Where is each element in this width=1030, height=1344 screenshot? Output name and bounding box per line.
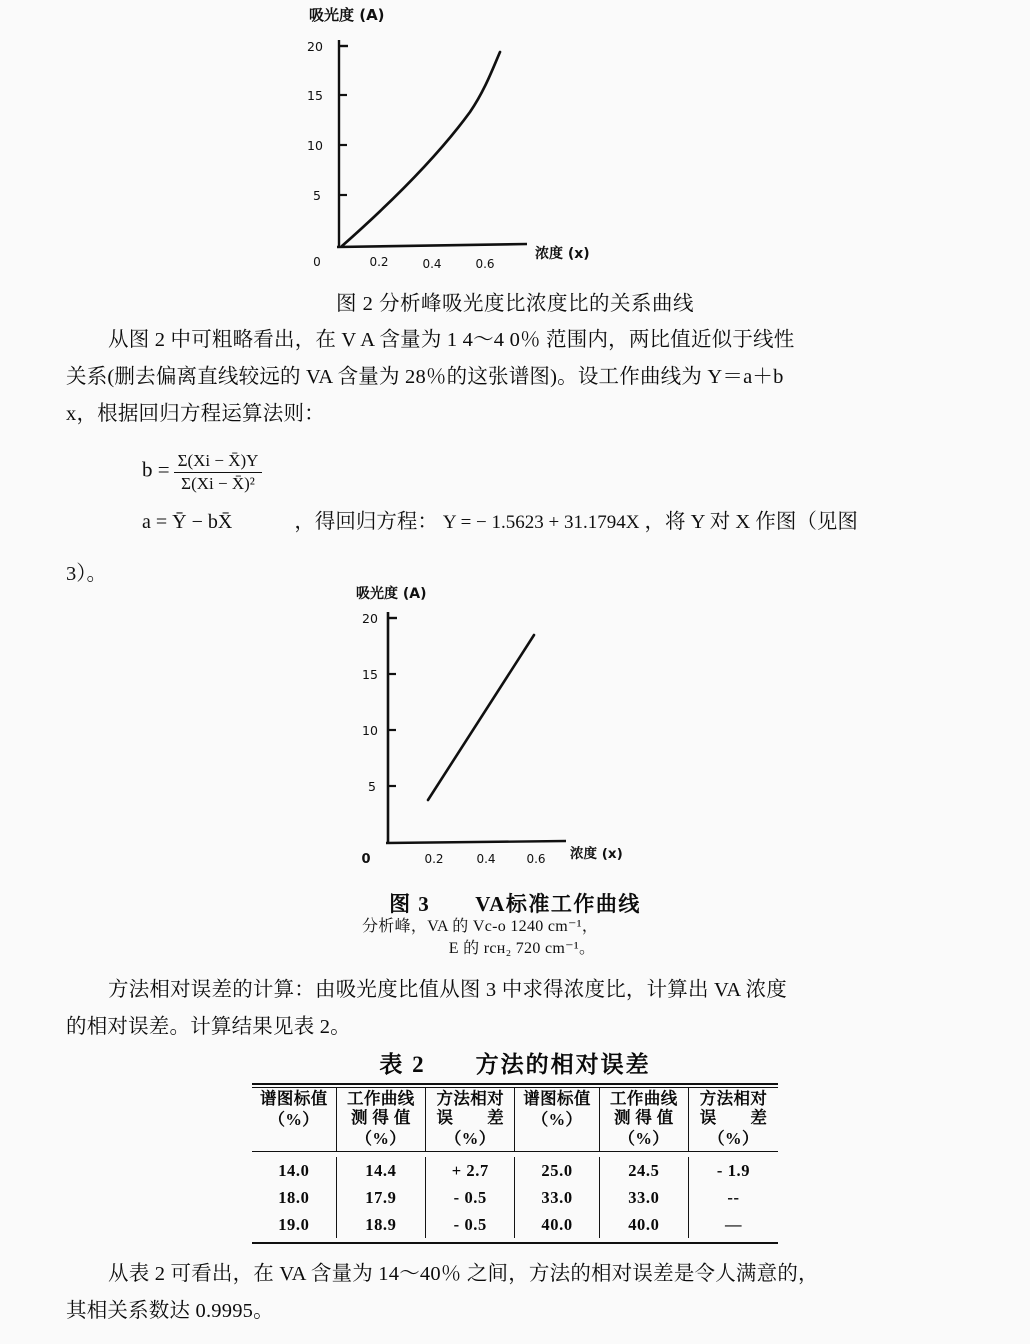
figure-2-xtick-0: 0 [313, 255, 321, 269]
cell-curve-1: 14.4 [336, 1157, 425, 1184]
header-line-1: 工作曲线 [610, 1089, 678, 1108]
formula-b-numerator: Σ(Xi − X̄)Y [174, 451, 263, 473]
figure-2-ytick-15: 15 [307, 88, 323, 103]
figure-2-xtick-06: 0.6 [475, 257, 495, 271]
table-col-header-relative-error-2 [689, 1088, 778, 1151]
paragraph-conclusion-line-1 [66, 1256, 966, 1293]
figure-3-caption: 图 3 VA标准工作曲线 [389, 892, 641, 916]
cell-curve-2: 24.5 [599, 1157, 688, 1184]
table-col-header-curve-value-2 [599, 1088, 688, 1151]
formula-tail-2: 3）。 [66, 563, 107, 585]
header-unit: （%） [268, 1110, 320, 1129]
cell-curve-1: 18.9 [336, 1211, 425, 1238]
header-unit: （%） [618, 1129, 670, 1148]
table-row [252, 1211, 778, 1238]
figure-3-x-axis [386, 841, 566, 843]
formula-b-fraction [174, 451, 263, 493]
figure-2-ytick-5: 5 [313, 188, 321, 203]
cell-error-2: -- [727, 1188, 740, 1207]
table-col-header-spectrum-value-2 [515, 1088, 599, 1151]
paragraph-error-calc [66, 972, 966, 1046]
paragraph-error-calc-text-1: 方法相对误差的计算：由吸光度比值从图 3 中求得浓度比，计算出 VA 浓度 [108, 979, 787, 1001]
formula-b-denominator: Σ(Xi − X̄)² [181, 473, 255, 493]
header-unit: （%） [355, 1129, 407, 1148]
figure-3-regression-line [428, 635, 534, 800]
paragraph-analysis-line-1 [66, 322, 966, 359]
figure-3-xtick-02: 0.2 [424, 852, 444, 866]
figure-2-x-axis [337, 244, 527, 247]
cell-spectrum-2: 25.0 [515, 1157, 599, 1184]
figure-3-ylabel: 吸光度 (A) [356, 586, 427, 602]
header-line-2: 误 差 [699, 1108, 768, 1127]
header-line-1: 工作曲线 [347, 1089, 415, 1108]
header-line-1: 方法相对 [436, 1089, 505, 1108]
cell-error-1: - 0.5 [426, 1184, 515, 1211]
paragraph-error-calc-line-2: 的相对误差。计算结果见表 2。 [66, 1016, 351, 1038]
table-2-body [252, 1157, 778, 1238]
figure-2-ytick-10: 10 [307, 138, 323, 153]
cell-spectrum-1: 14.0 [252, 1157, 336, 1184]
formula-b [142, 452, 962, 504]
cell-error-2: — [724, 1215, 743, 1234]
table-col-header-spectrum-value-1 [252, 1088, 336, 1151]
figure-2-xtick-02: 0.2 [369, 255, 389, 269]
paragraph-conclusion-line-2: 其相关系数达 0.9995。 [66, 1300, 274, 1322]
cell-error-1: - 0.5 [426, 1211, 515, 1238]
header-unit: （%） [531, 1110, 583, 1129]
figure-2-ylabel: 吸光度 (A) [309, 6, 385, 24]
header-line-2: 误 差 [436, 1108, 505, 1127]
cell-error-1: + 2.7 [426, 1157, 515, 1184]
figure-2-data-curve [342, 52, 500, 246]
table-row [252, 1157, 778, 1184]
cell-curve-2: 40.0 [599, 1211, 688, 1238]
table-2-wrapper [252, 1083, 778, 1244]
figure-3-xtick-04: 0.4 [476, 852, 496, 866]
figure-3-note-line-1: 分析峰，VA 的 Vc-o 1240 cm⁻¹， [362, 918, 599, 935]
formula-a-expression: a = Ȳ − bX̄ [142, 511, 233, 533]
paragraph-analysis-line-3: x，根据回归方程运算法则： [66, 403, 325, 425]
table-2-relative-error [252, 1088, 778, 1151]
header-line-1: 方法相对 [699, 1089, 768, 1108]
cell-spectrum-2: 33.0 [515, 1184, 599, 1211]
table-body [252, 1157, 778, 1238]
formula-connector: ，得回归方程： [294, 511, 438, 533]
figure-3-svg [348, 580, 678, 870]
paragraph-analysis-text-1: 从图 2 中可粗略看出，在 V A 含量为 1 4～4 0％ 范围内，两比值近似于线性 [108, 329, 795, 351]
paragraph-analysis-line-2: 关系(删去偏离直线较远的 VA 含量为 28％的这张谱图)。设工作曲线为 Y＝a＋b [66, 366, 784, 388]
cell-curve-2: 33.0 [599, 1184, 688, 1211]
header-line-2: 测 得 值 [350, 1108, 411, 1127]
cell-spectrum-1: 19.0 [252, 1211, 336, 1238]
regression-equation: Y = − 1.5623 + 31.1794X [442, 512, 640, 533]
formula-tail: ，将 Y 对 X 作图（见图 [644, 511, 858, 533]
figure-2-caption: 图 2 分析峰吸光度比浓度比的关系曲线 [336, 293, 694, 315]
table-2-title: 表 2 方法的相对误差 [379, 1052, 651, 1077]
figure-3-xtick-06: 0.6 [526, 852, 546, 866]
figure-3-chart [348, 580, 678, 870]
figure-2-chart [295, 0, 595, 280]
paragraph-conclusion [66, 1256, 966, 1330]
table-header-row [252, 1088, 778, 1151]
figure-3-ytick-15: 15 [362, 667, 378, 682]
figure-3-xlabel: 浓度 (x) [570, 846, 623, 862]
header-line-1: 谱图标值 [523, 1089, 591, 1108]
header-line-2: 测 得 值 [613, 1108, 674, 1127]
figure-2-xlabel: 浓度 (x) [535, 246, 590, 262]
paragraph-error-calc-line-1 [66, 972, 966, 1009]
figure-2-svg [295, 0, 595, 280]
figure-3-ytick-5: 5 [368, 779, 376, 794]
header-unit: （%） [708, 1129, 759, 1148]
figure-3-notes [362, 916, 682, 960]
table-bottom-rule [252, 1242, 778, 1244]
figure-2-xtick-04: 0.4 [422, 257, 442, 271]
paragraph-conclusion-text-1: 从表 2 可看出，在 VA 含量为 14～40％ 之间，方法的相对误差是令人满意的， [108, 1263, 819, 1285]
figure-3-ytick-20: 20 [362, 611, 378, 626]
paragraph-analysis [66, 322, 966, 433]
cell-spectrum-2: 40.0 [515, 1211, 599, 1238]
regression-formula-block [66, 451, 962, 586]
figure-2-ytick-20: 20 [307, 39, 323, 54]
cell-error-2: - 1.9 [716, 1161, 751, 1180]
table-row [252, 1184, 778, 1211]
figure-3-ytick-10: 10 [362, 723, 378, 738]
figure-3-xtick-0: 0 [361, 852, 371, 867]
table-header [252, 1088, 778, 1151]
table-top-rule-outer [252, 1083, 778, 1085]
header-line-1: 谱图标值 [260, 1089, 328, 1108]
cell-spectrum-1: 18.0 [252, 1184, 336, 1211]
header-unit: （%） [444, 1129, 496, 1148]
formula-b-label: b = [142, 457, 170, 482]
formula-a-row [142, 504, 962, 544]
figure-3-note-line-2: E 的 rcн₂ 720 cm⁻¹。 [448, 940, 596, 957]
table-header-rule [252, 1151, 778, 1152]
table-col-header-curve-value-1 [336, 1088, 425, 1151]
cell-curve-1: 17.9 [336, 1184, 425, 1211]
table-col-header-relative-error-1 [426, 1088, 515, 1151]
